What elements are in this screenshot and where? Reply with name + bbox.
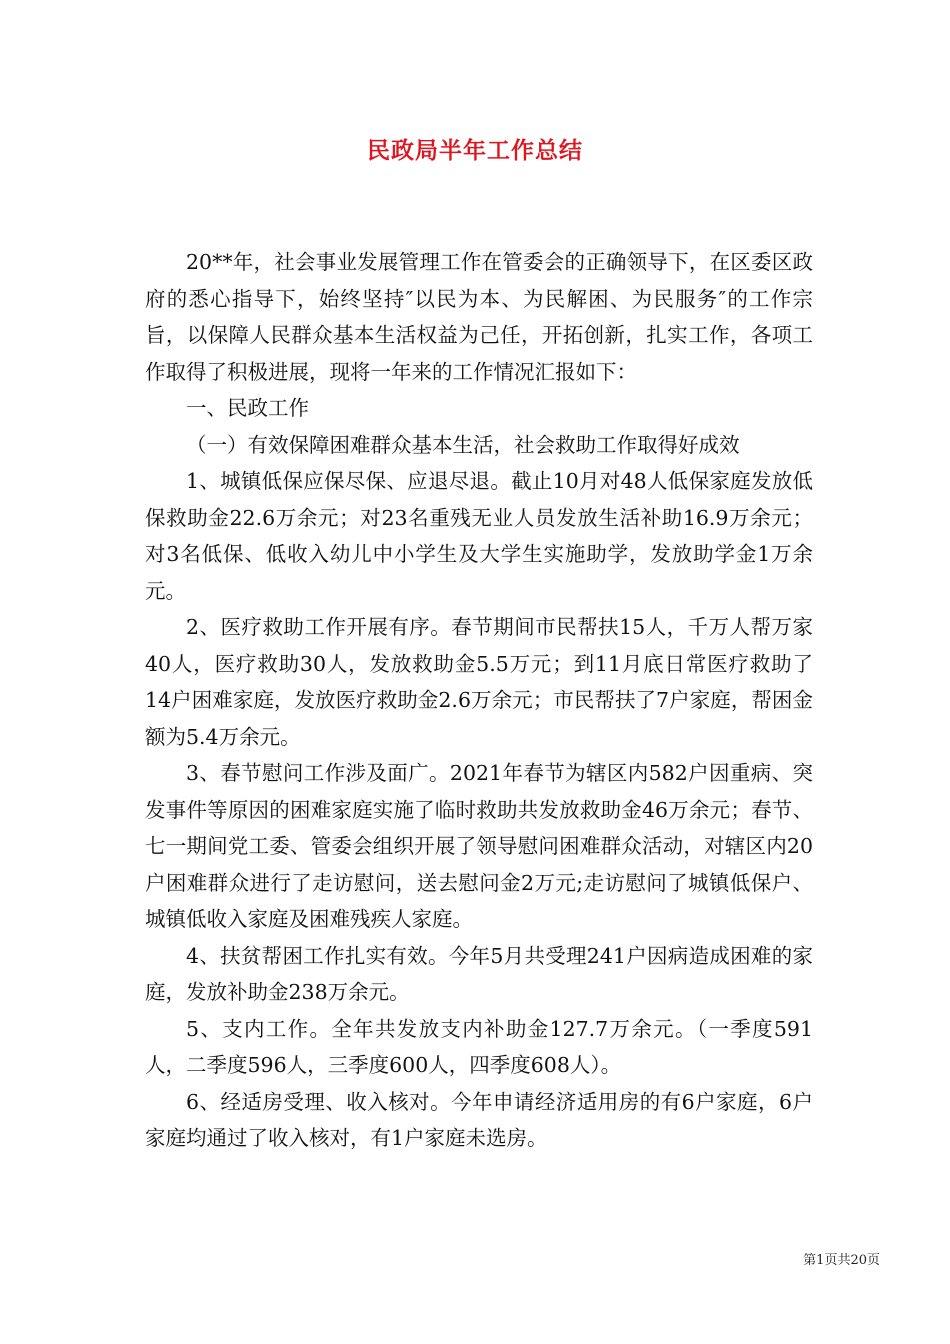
document-body bbox=[145, 244, 813, 1157]
item-paragraph: 4、扶贫帮困工作扎实有效。今年5月共受理241户因病造成困难的家庭，发放补助金238万余元。 bbox=[145, 943, 813, 1004]
document-title: 民政局半年工作总结 bbox=[367, 137, 583, 164]
item-paragraph: 6、经适房受理、收入核对。今年申请经济适用房的有6户家庭，6户家庭均通过了收入核对，有1户家庭未选房。 bbox=[145, 1089, 813, 1150]
intro-paragraph: 20**年，社会事业发展管理工作在管委会的正确领导下，在区委区政府的悉心指导下，始终坚持″以民为本、为民解困、为民服务″的工作宗旨，以保障人民群众基本生活权益为己任，开拓创新，扎实工作，各项工作取得了积极进展，现将一年来的工作情况汇报如下： bbox=[145, 250, 813, 384]
page-number: 第1页共20页 bbox=[803, 1253, 880, 1268]
section-heading: 一、民政工作 bbox=[186, 396, 309, 420]
item-paragraph: 1、城镇低保应保尽保、应退尽退。截止10月对48人低保家庭发放低保救助金22.6万余元；对23名重残无业人员发放生活补助16.9万余元；对3名低保、低收入幼儿中小学生及大学生实施助学，发放助学金1万余元。 bbox=[145, 469, 813, 603]
item-paragraph: 2、医疗救助工作开展有序。春节期间市民帮扶15人，千万人帮万家40人，医疗救助30人，发放救助金5.5万元；到11月底日常医疗救助了14户困难家庭，发放医疗救助金2.6万余元；市民帮扶了7户家庭，帮困金额为5.4万余元。 bbox=[145, 615, 813, 749]
item-paragraph: 3、春节慰问工作涉及面广。2021年春节为辖区内582户因重病、突发事件等原因的困难家庭实施了临时救助共发放救助金46万余元；春节、七一期间党工委、管委会组织开展了领导慰问困难群众活动，对辖区内20户困难群众进行了走访慰问，送去慰问金2万元;走访慰问了城镇低保户、城镇低收入家庭及困难残疾人家庭。 bbox=[145, 761, 813, 931]
item-paragraph: 5、支内工作。全年共发放支内补助金127.7万余元。（一季度591人，二季度596人，三季度600人，四季度608人）。 bbox=[145, 1016, 813, 1077]
subsection-heading: （一）有效保障困难群众基本生活，社会救助工作取得好成效 bbox=[186, 432, 740, 457]
